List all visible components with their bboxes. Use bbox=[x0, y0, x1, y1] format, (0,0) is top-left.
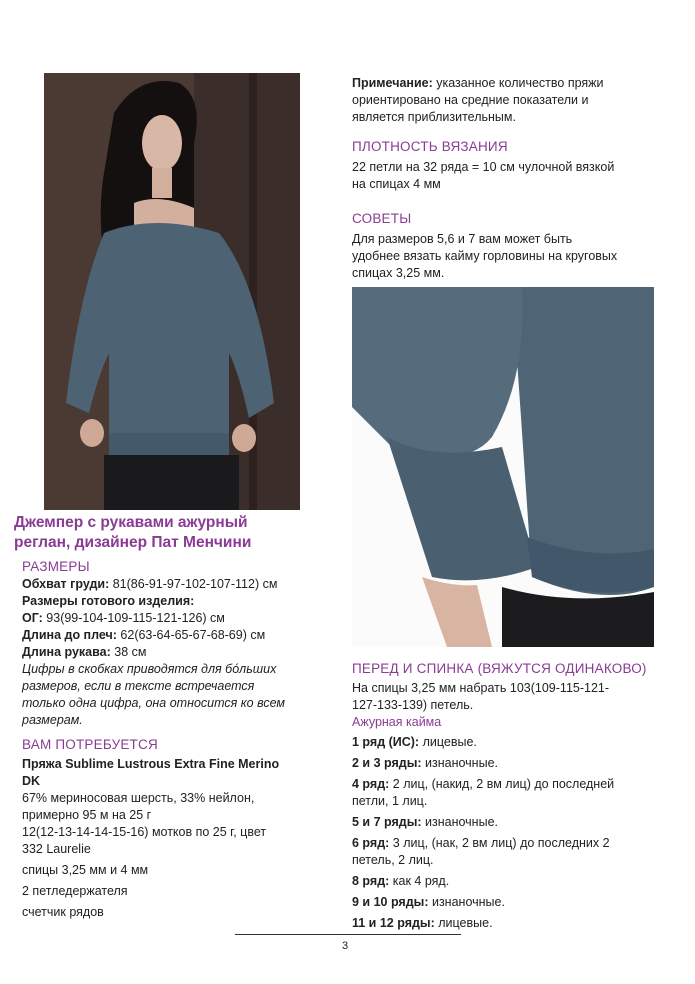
og-label: ОГ: bbox=[22, 611, 43, 625]
shoulder-value: 62(63-64-65-67-68-69) см bbox=[116, 628, 266, 642]
cast-on-2: 127-133-139) петель. bbox=[352, 698, 474, 712]
row-item bbox=[352, 873, 672, 890]
materials-header: ВАМ ПОТРЕБУЕТСЯ bbox=[22, 737, 158, 752]
sizes-note-2: размеров, если в тексте встречается bbox=[22, 679, 255, 693]
row-text: как 4 ряд. bbox=[389, 874, 450, 888]
sizes-note-3: только одна цифра, она относится ко всем bbox=[22, 696, 285, 710]
tips-line-1: Для размеров 5,6 и 7 вам может быть bbox=[352, 232, 573, 246]
row-text: лицевые. bbox=[434, 916, 493, 930]
cast-on-text bbox=[352, 680, 672, 731]
needles-item: спицы 3,25 мм и 4 мм bbox=[22, 863, 149, 877]
finished-label: Размеры готового изделия: bbox=[22, 594, 195, 608]
page-number: 3 bbox=[342, 940, 349, 952]
row-label: 9 и 10 ряды: bbox=[352, 895, 429, 909]
title-line-1: Джемпер с рукавами ажурный bbox=[14, 514, 248, 531]
front-back-header: ПЕРЕД И СПИНКА (ВЯЖУТСЯ ОДИНАКОВО) bbox=[352, 661, 647, 676]
sizes-block bbox=[22, 576, 332, 729]
note-label: Примечание: bbox=[352, 76, 433, 90]
tips-text bbox=[352, 231, 617, 282]
tips-line-3: спицах 3,25 мм. bbox=[352, 266, 445, 280]
row-item bbox=[352, 734, 672, 751]
row-cont: петли, 1 лиц. bbox=[352, 794, 428, 808]
row-item bbox=[352, 915, 672, 932]
row-label: 2 и 3 ряды: bbox=[352, 756, 422, 770]
materials-block bbox=[22, 756, 332, 921]
sleeve-value: 38 см bbox=[110, 645, 147, 659]
row-text: изнаночные. bbox=[421, 815, 498, 829]
pattern-title bbox=[14, 513, 314, 553]
row-text: изнаночные. bbox=[428, 895, 505, 909]
row-item bbox=[352, 755, 672, 772]
rows-block bbox=[352, 734, 672, 932]
note-line-1: указанное количество пряжи bbox=[436, 76, 604, 90]
shoulder-label: Длина до плеч: bbox=[22, 628, 117, 642]
row-item bbox=[352, 894, 672, 911]
row-text: 2 лиц, (накид, 2 вм лиц) до последней bbox=[389, 777, 615, 791]
gauge-line-1: 22 петли на 32 ряда = 10 см чулочной вязкой bbox=[352, 160, 615, 174]
row-text: лицевые. bbox=[419, 735, 477, 749]
row-label: 1 ряд (ИС): bbox=[352, 735, 420, 749]
yarn-line-1: Пряжа Sublime Lustrous Extra Fine Merino bbox=[22, 757, 280, 771]
row-label: 8 ряд: bbox=[352, 874, 390, 888]
row-cont: петель, 2 лиц. bbox=[352, 853, 434, 867]
yarn-desc-4: 332 Laurelie bbox=[22, 842, 91, 856]
chest-value: 81(86-91-97-102-107-112) см bbox=[109, 577, 278, 591]
og-value: 93(99-104-109-115-121-126) см bbox=[42, 611, 225, 625]
yarn-note bbox=[352, 75, 672, 126]
gauge-line-2: на спицах 4 мм bbox=[352, 177, 441, 191]
gauge-text bbox=[352, 159, 614, 193]
row-text: изнаночные. bbox=[421, 756, 498, 770]
tips-header: СОВЕТЫ bbox=[352, 211, 412, 226]
sizes-note-1: Цифры в скобках приводятся для бóльших bbox=[22, 662, 277, 676]
note-line-3: является приблизительным. bbox=[352, 110, 516, 124]
row-item bbox=[352, 776, 672, 793]
yarn-desc-3: 12(12-13-14-14-15-16) мотков по 25 г, цвет bbox=[22, 825, 267, 839]
lace-border-subheader: Ажурная кайма bbox=[352, 715, 442, 729]
gauge-header: ПЛОТНОСТЬ ВЯЗАНИЯ bbox=[352, 139, 508, 154]
holders-item: 2 петледержателя bbox=[22, 884, 128, 898]
tips-line-2: удобнее вязать кайму горловины на круговых bbox=[352, 249, 618, 263]
row-label: 11 и 12 ряды: bbox=[352, 916, 435, 930]
row-label: 6 ряд: bbox=[352, 836, 390, 850]
row-label: 4 ряд: bbox=[352, 777, 390, 791]
chest-label: Обхват груди: bbox=[22, 577, 110, 591]
counter-item: счетчик рядов bbox=[22, 905, 104, 919]
title-line-2: реглан, дизайнер Пат Менчини bbox=[14, 534, 252, 551]
row-label: 5 и 7 ряды: bbox=[352, 815, 422, 829]
yarn-desc-1: 67% мериносовая шерсть, 33% нейлон, bbox=[22, 791, 255, 805]
row-item bbox=[352, 835, 672, 852]
sleeve-closeup-photo bbox=[352, 287, 654, 647]
model-photo bbox=[44, 73, 300, 510]
note-line-2: ориентировано на средние показатели и bbox=[352, 93, 589, 107]
sizes-note-4: размерам. bbox=[22, 713, 83, 727]
sizes-header: РАЗМЕРЫ bbox=[22, 559, 90, 574]
yarn-line-2: DK bbox=[22, 774, 41, 788]
sleeve-label: Длина рукава: bbox=[22, 645, 111, 659]
yarn-desc-2: примерно 95 м на 25 г bbox=[22, 808, 152, 822]
row-text: 3 лиц, (нак, 2 вм лиц) до последних 2 bbox=[389, 836, 610, 850]
footer-divider bbox=[235, 934, 461, 935]
row-item bbox=[352, 814, 672, 831]
cast-on-1: На спицы 3,25 мм набрать 103(109-115-121- bbox=[352, 681, 610, 695]
